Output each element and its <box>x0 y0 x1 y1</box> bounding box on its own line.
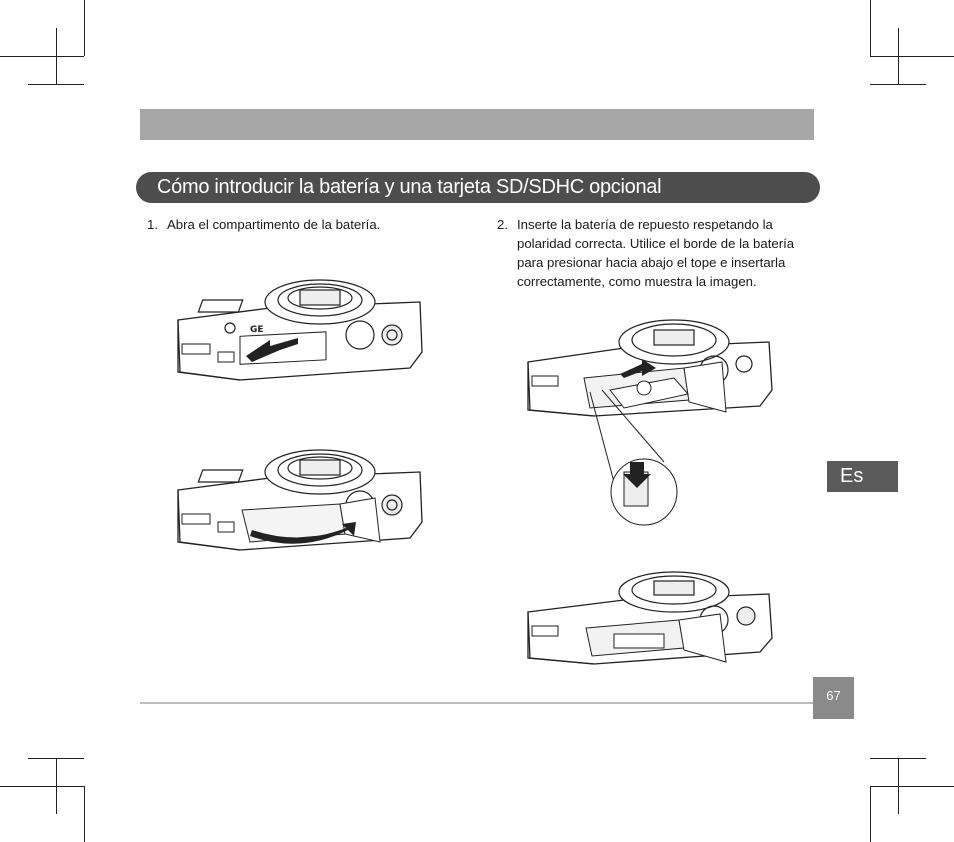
battery-inserted-illustration <box>524 568 776 668</box>
step-2-line: correctamente, como muestra la imagen. <box>517 274 757 289</box>
step-2-line: Inserte la batería de repuesto respetando la <box>517 217 773 232</box>
camera-open-door-illustration <box>170 280 430 395</box>
step-2-number: 2. <box>497 217 508 232</box>
page-number: 67 <box>813 677 854 719</box>
camera-door-opened-illustration <box>170 450 430 565</box>
step-2-text <box>517 215 794 291</box>
insert-battery-illustration <box>524 312 776 527</box>
step-2-line: para presionar hacia abajo el tope e insertarla <box>517 255 786 270</box>
step-2-line: polaridad correcta. Utilice el borde de la batería <box>517 236 795 251</box>
header-band <box>140 109 814 140</box>
footer-rule <box>140 702 813 704</box>
step-1-text: Abra el compartimento de la batería. <box>167 217 381 232</box>
section-title: Cómo introducir la batería y una tarjeta SD/SDHC opcional <box>136 172 820 203</box>
step-1-number: 1. <box>147 217 158 232</box>
svg-text:GE: GE <box>250 325 264 335</box>
language-tab: Es <box>827 461 898 492</box>
